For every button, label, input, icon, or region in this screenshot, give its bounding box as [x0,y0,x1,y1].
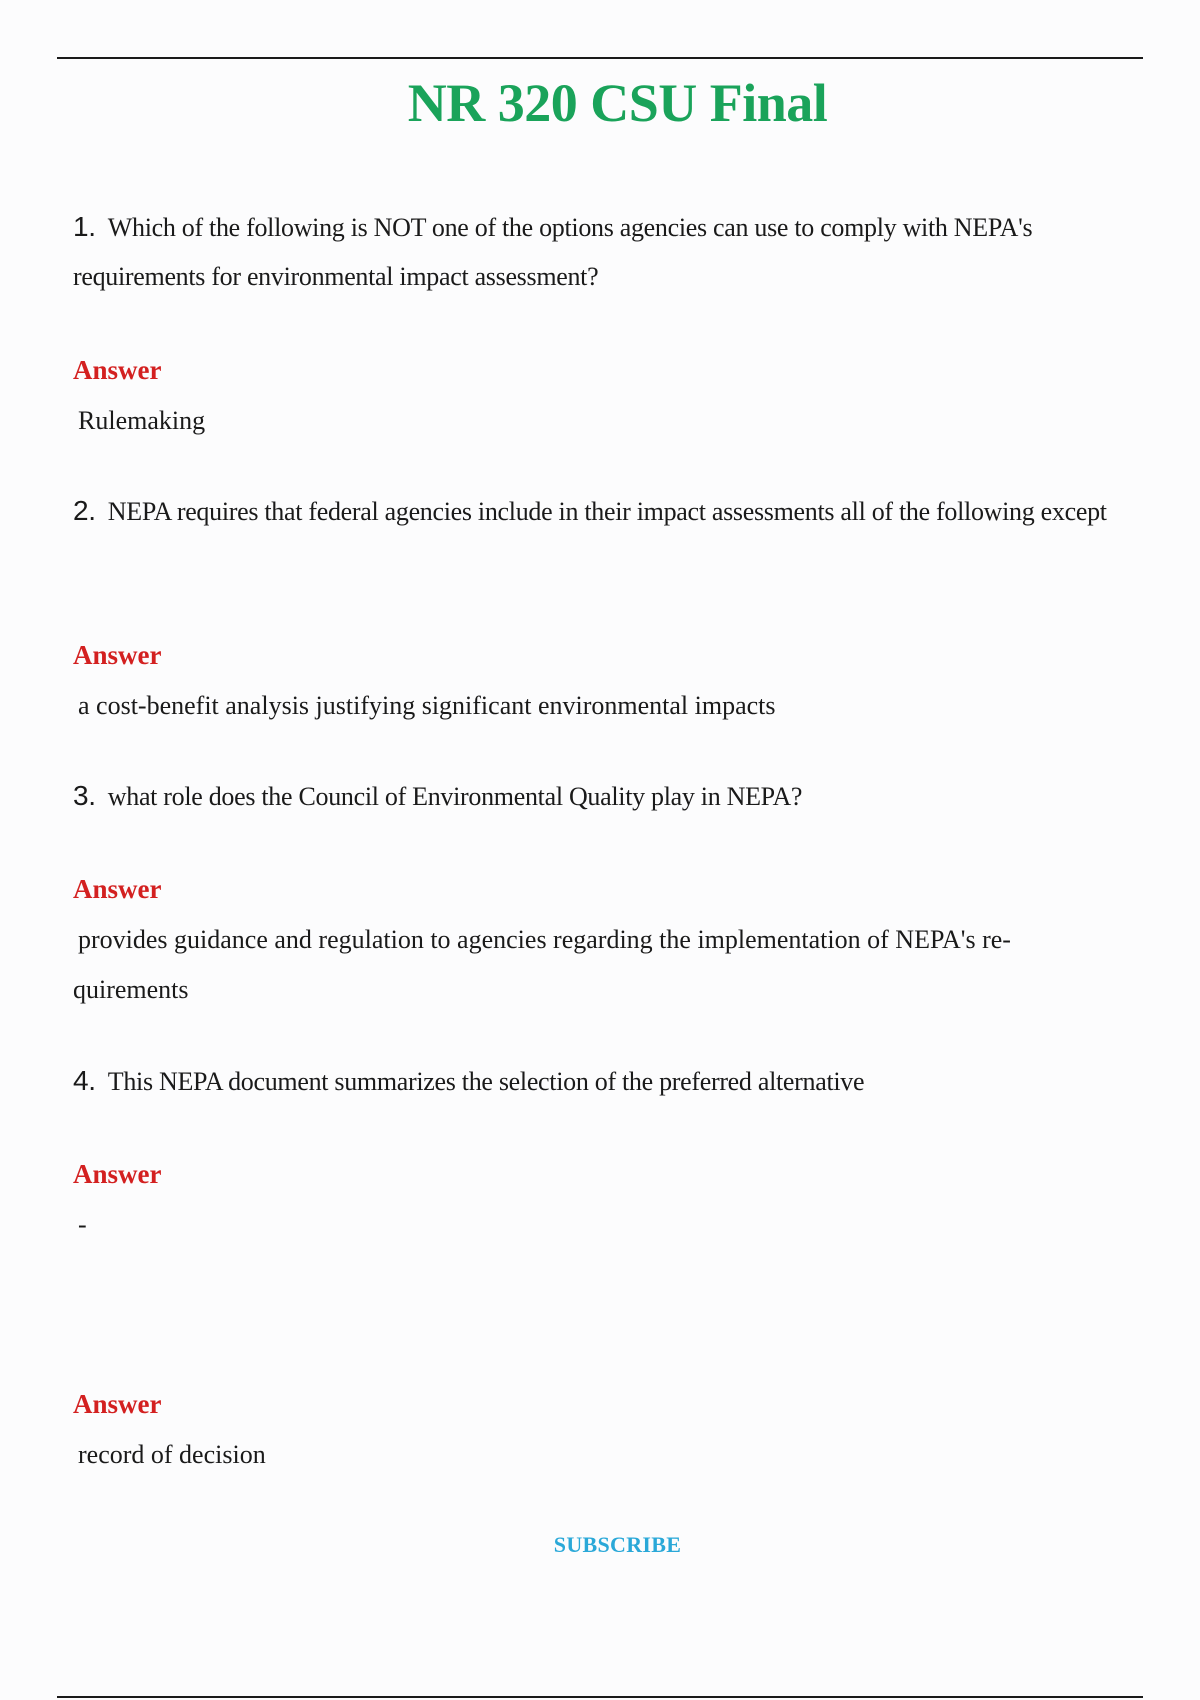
question-number: 1. [73,211,96,242]
question-text: NEPA requires that federal agencies include in their impact assessments all of the following except [107,497,1107,526]
subscribe-link[interactable]: SUBSCRIBE [553,1532,682,1557]
bottom-rule [57,1696,1143,1698]
question-3 [73,771,1143,821]
answer-label: Answer [73,355,162,385]
document-title: NR 320 CSU Final [407,73,828,133]
question-1 [73,202,1143,301]
answer-text: record of decision [78,1440,266,1469]
question-number: 2. [73,495,96,526]
answer-label: Answer [73,1389,162,1419]
question-text: Which of the following is NOT one of the options agencies can use to comply with NEPA's requirements for environmental impact assessment? [73,213,1033,291]
question-text: This NEPA document summarizes the selection of the preferred alternative [107,1067,865,1096]
question-number: 4. [73,1065,96,1096]
answer-label: Answer [73,1159,162,1189]
answer-text: a cost-benefit analysis justifying significant environmental impacts [78,691,776,720]
top-rule [57,57,1143,59]
question-2 [73,486,1143,536]
question-text: what role does the Council of Environmental Quality play in NEPA? [107,782,803,811]
answer-label: Answer [73,874,162,904]
question-number: 3. [73,780,96,811]
question-4 [73,1056,1143,1106]
answer-text: provides guidance and regulation to agencies regarding the implementation of NEPA's re-quirements [73,925,1011,1004]
answer-label: Answer [73,640,162,670]
answer-text: Rulemaking [78,406,206,435]
answer-text: - [78,1210,87,1239]
